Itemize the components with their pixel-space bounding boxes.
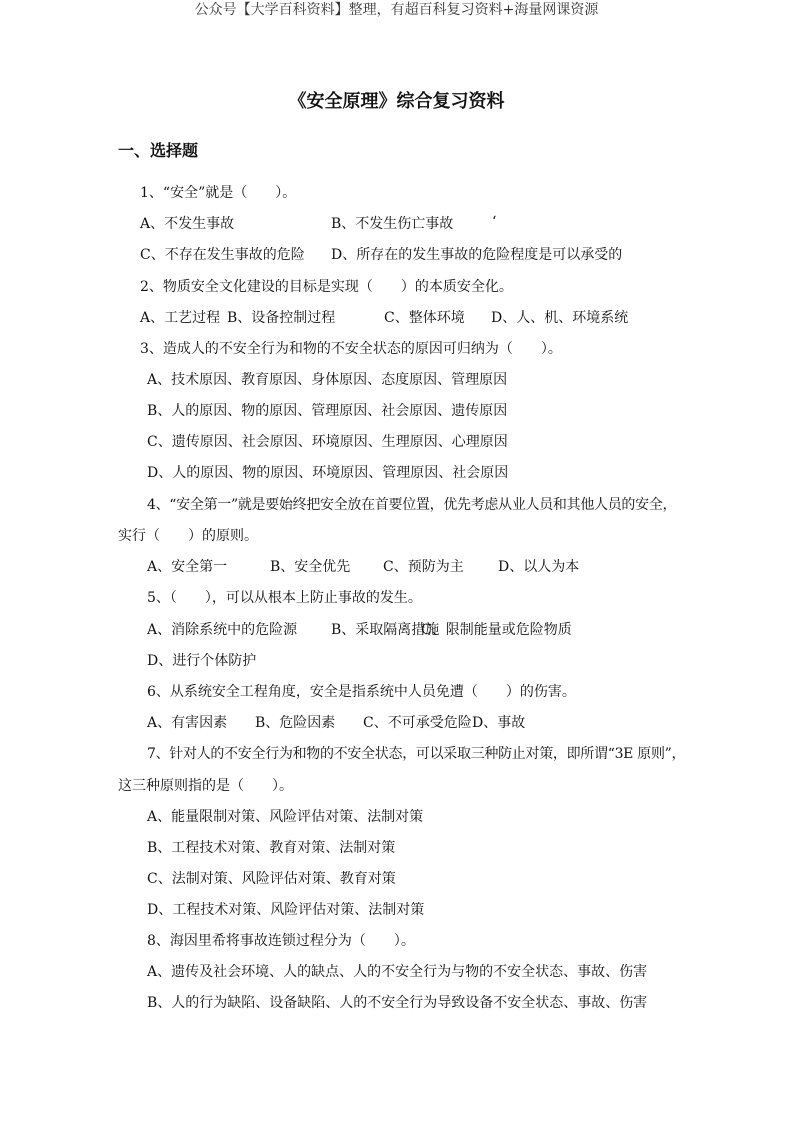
q7-option-c: C、法制对策、风险评估对策、教育对策 [147, 871, 396, 887]
q3-option-d: D、人的原因、物的原因、环境原因、管理原因、社会原因 [147, 465, 509, 481]
q6-option-a: A、有害因素 [147, 715, 228, 731]
question-2-stem: 2、物质安全文化建设的目标是实现（ ）的本质安全化。 [140, 279, 513, 295]
q1-option-b: B、不发生伤亡事故 [331, 216, 454, 232]
question-1-stem: 1、“安全”就是（ ）。 [140, 185, 297, 201]
q2-option-b: B、设备控制过程 [227, 310, 336, 326]
question-3-stem: 3、造成人的不安全行为和物的不安全状态的原因可归纳为（ ）。 [140, 341, 562, 357]
q5-option-d: D、进行个体防护 [147, 653, 257, 669]
q7-option-a: A、能量限制对策、风险评估对策、法制对策 [147, 809, 424, 825]
q3-option-b: B、人的原因、物的原因、管理原因、社会原因、遗传原因 [147, 403, 508, 419]
question-8-stem: 8、海因里希将事故连锁过程分为（ ）。 [147, 933, 415, 949]
q8-option-a: A、遗传及社会环境、人的缺点、人的不安全行为与物的不安全状态、事故、伤害 [147, 964, 648, 980]
document-title: 《安全原理》综合复习资料 [288, 91, 505, 112]
stray-mark: ‘ [492, 214, 497, 230]
q2-option-a: A、工艺过程 [140, 310, 221, 326]
q5-option-c: C、限制能量或危险物质 [421, 622, 572, 638]
page-header-note: 公众号【大学百科资料】整理，有超百科复习资料+海量网课资源 [194, 2, 599, 18]
q3-option-c: C、遗传原因、社会原因、环境原因、生理原因、心理原因 [147, 434, 508, 450]
q6-option-b: B、危险因素 [255, 715, 336, 731]
question-7-stem-cont: 这三种原则指的是（ ）。 [118, 778, 293, 794]
q1-option-c: C、不存在发生事故的危险 [140, 247, 305, 263]
question-6-stem: 6、从系统安全工程角度，安全是指系统中人员免遭（ ）的伤害。 [147, 684, 576, 700]
section-heading: 一、选择题 [118, 141, 199, 160]
q5-option-a: A、消除系统中的危险源 [147, 622, 298, 638]
q2-option-d: D、人、机、环境系统 [491, 310, 629, 326]
question-7-stem: 7、针对人的不安全行为和物的不安全状态，可以采取三种防止对策，即所谓“3E 原则”， [147, 746, 686, 762]
q7-option-d: D、工程技术对策、风险评估对策、法制对策 [147, 902, 425, 918]
q6-option-d: D、事故 [472, 715, 526, 731]
q4-option-a: A、安全第一 [147, 559, 228, 575]
q1-option-d: D、所存在的发生事故的危险程度是可以承受的 [331, 247, 623, 263]
q7-option-b: B、工程技术对策、教育对策、法制对策 [147, 840, 396, 856]
q4-option-b: B、安全优先 [270, 559, 351, 575]
q2-option-c: C、整体环境 [384, 310, 465, 326]
q4-option-c: C、预防为主 [383, 559, 464, 575]
question-5-stem: 5、（ ），可以从根本上防止事故的发生。 [147, 590, 422, 606]
question-4-stem: 4、“安全第一”就是要始终把安全放在首要位置，优先考虑从业人员和其他人员的安全， [147, 497, 677, 513]
q5-option-b: B、采取隔离措施 [331, 622, 440, 638]
question-4-stem-cont: 实行（ ）的原则。 [118, 528, 258, 544]
q1-option-a: A、不发生事故 [140, 216, 235, 232]
q3-option-a: A、技术原因、教育原因、身体原因、态度原因、管理原因 [147, 372, 508, 388]
q8-option-b: B、人的行为缺陷、设备缺陷、人的不安全行为导致设备不安全状态、事故、伤害 [147, 995, 648, 1011]
q6-option-c: C、不可承受危险 [363, 715, 472, 731]
q4-option-d: D、以人为本 [498, 559, 580, 575]
